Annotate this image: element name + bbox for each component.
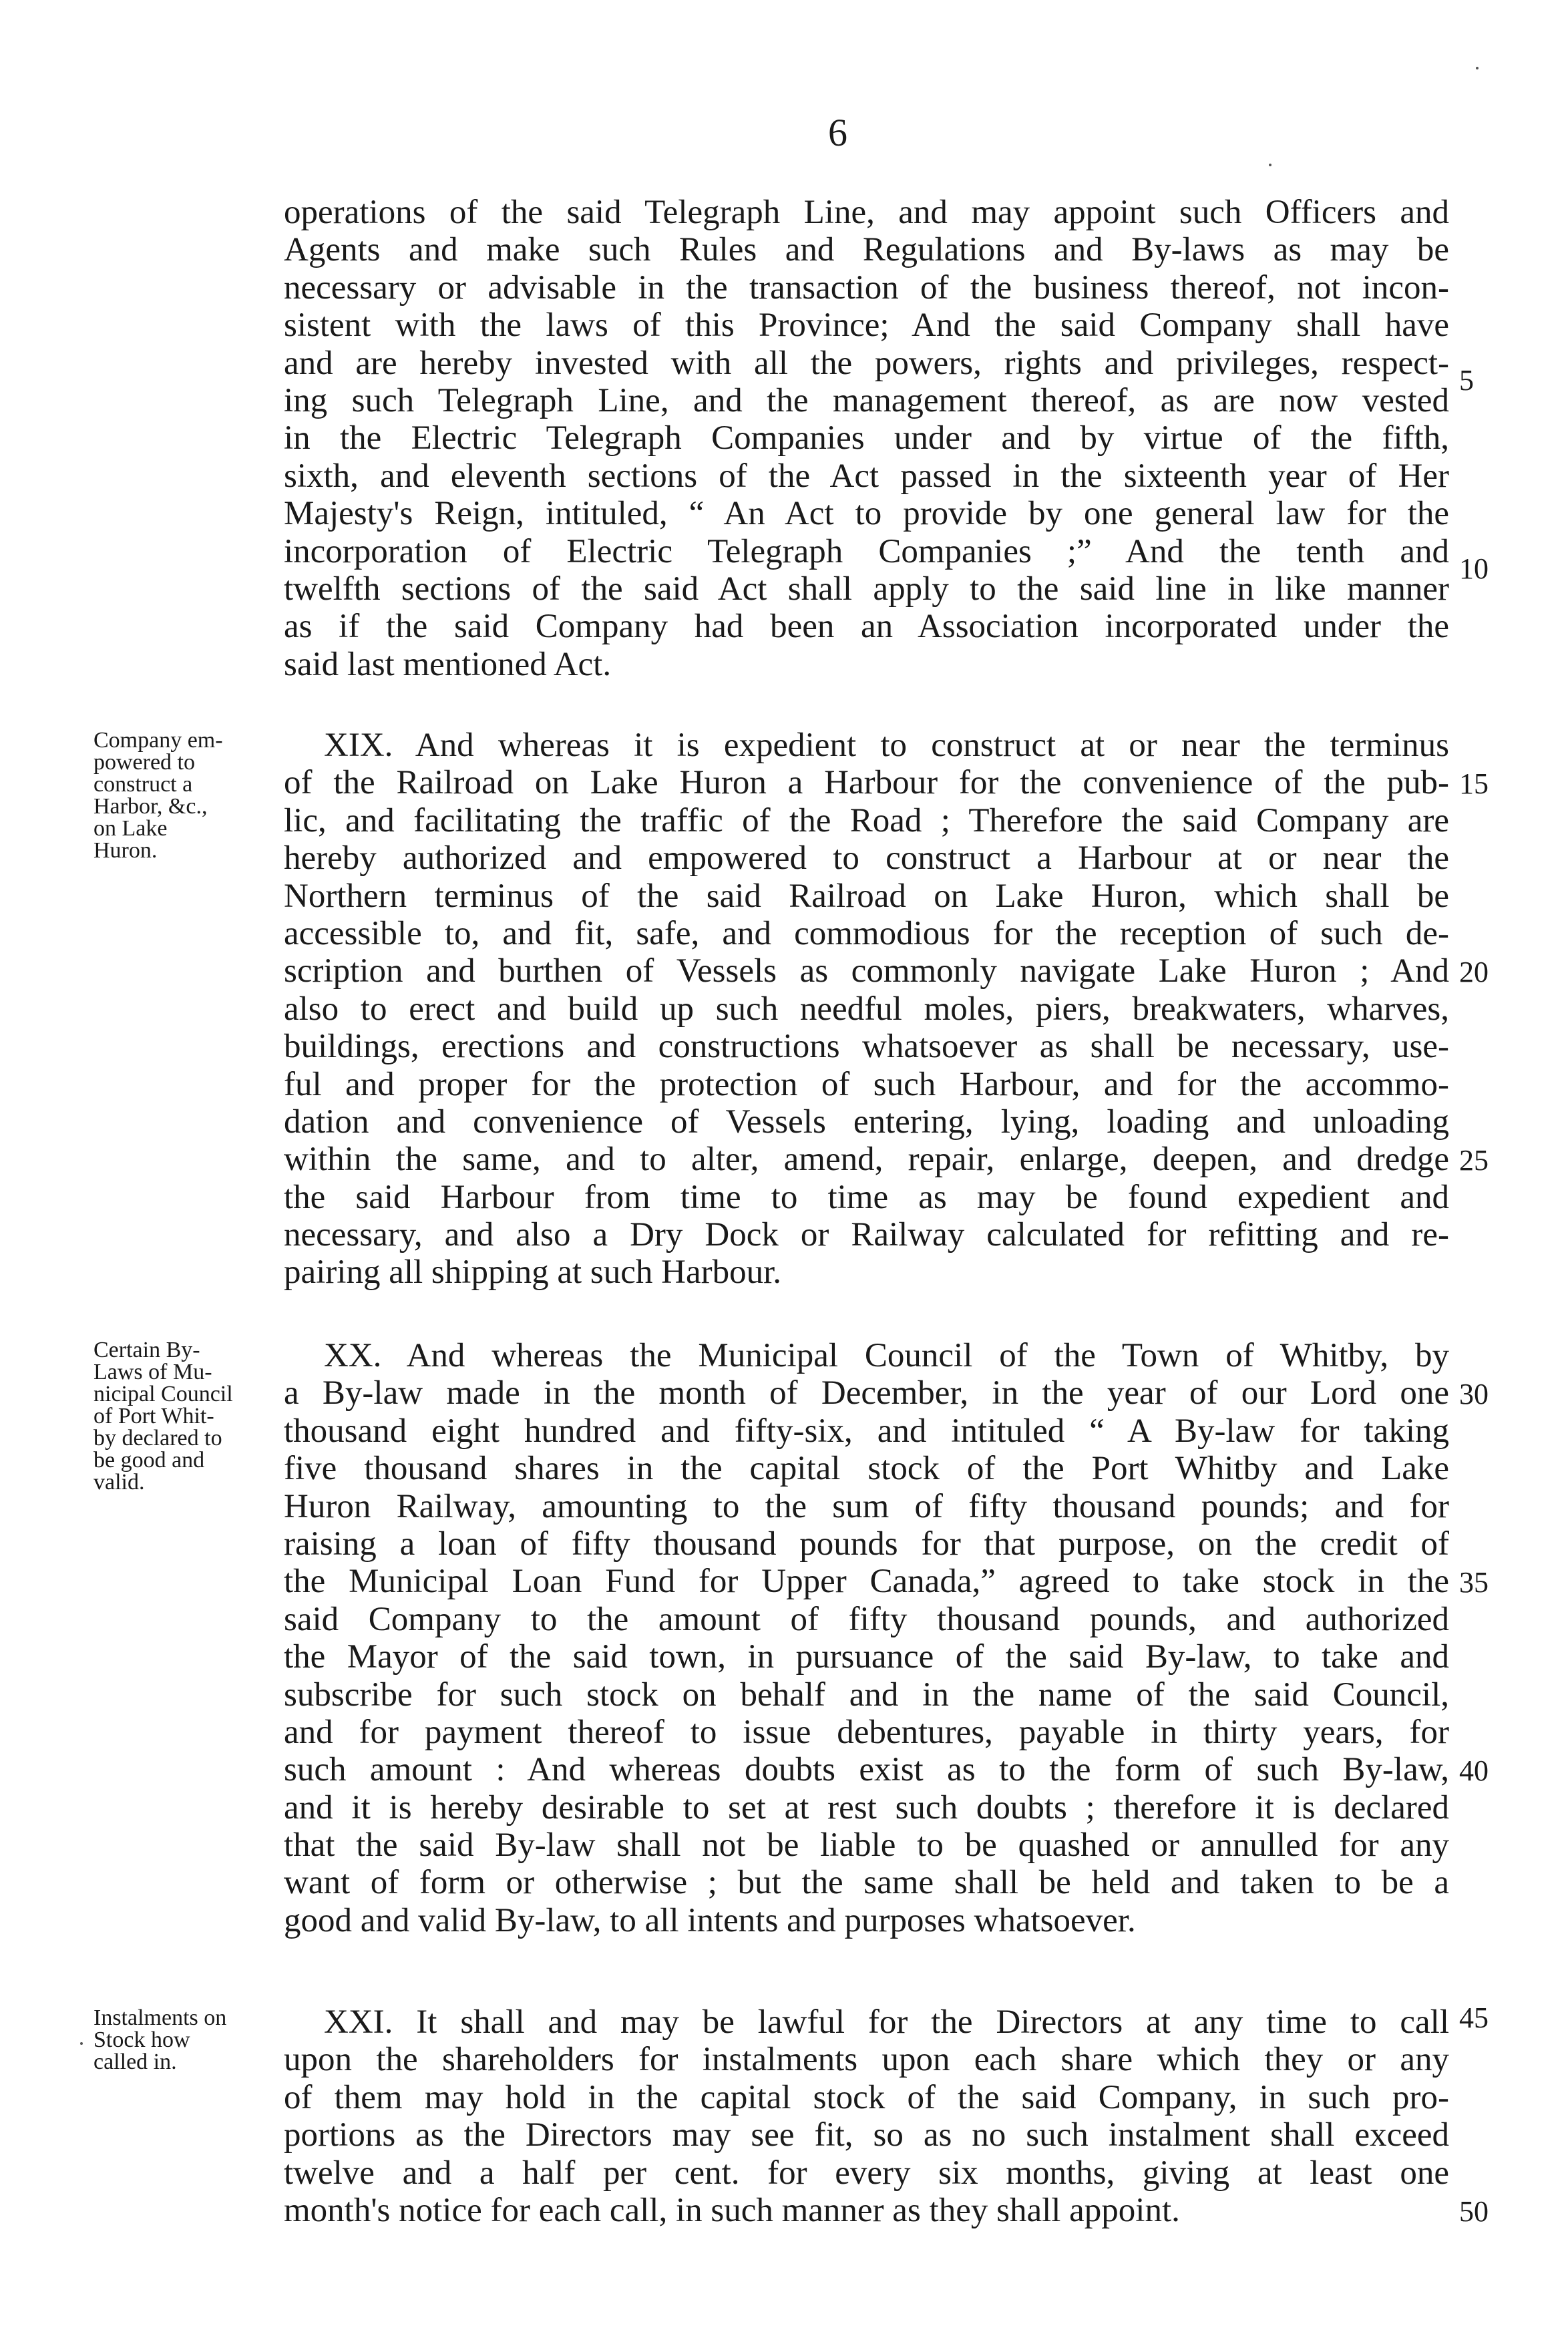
margin-note-line: nicipal Council: [93, 1382, 233, 1406]
text-line: such amount : And whereas doubts exist as to the form of such By-law,: [284, 1751, 1449, 1789]
text-line: pairing all shipping at such Harbour.: [284, 1253, 782, 1292]
text-line: hereby authorized and empowered to construct a Harbour at or near the: [284, 839, 1449, 878]
line-number: 50: [1459, 2195, 1489, 2228]
text-line: Agents and make such Rules and Regulations and By-laws as may be: [284, 231, 1449, 269]
text-line: lic, and facilitating the traffic of the Road ; Therefore the said Company are: [284, 801, 1449, 839]
text-line: twelfth sections of the said Act shall apply to the said line in like manner: [284, 570, 1449, 608]
text-line: accessible to, and fit, safe, and commodious for the reception of such de-: [284, 914, 1449, 952]
text-line: sistent with the laws of this Province; And the said Company shall have: [284, 307, 1449, 345]
text-line: XX. And whereas the Municipal Council of the Town of Whitby, by: [324, 1337, 1449, 1374]
margin-note-harbour: [93, 729, 280, 861]
margin-note-line: Harbor, &c.,: [93, 794, 208, 819]
margin-note-line: by declared to: [93, 1426, 222, 1450]
text-line: in the Electric Telegraph Companies under and by virtue of the fifth,: [284, 419, 1449, 457]
margin-note-instalments: [93, 2007, 280, 2073]
section-xix: [284, 727, 1449, 1292]
line-number: 25: [1459, 1144, 1489, 1177]
line-number: 40: [1459, 1754, 1489, 1787]
paragraph-continuation: [284, 194, 1449, 683]
text-line: Huron Railway, amounting to the sum of fifty thousand pounds; and for: [284, 1487, 1449, 1525]
scan-speck: [80, 2042, 83, 2045]
text-line: ful and proper for the protection of such Harbour, and for the accommo-: [284, 1065, 1449, 1103]
text-line: XIX. And whereas it is expedient to construct at or near the terminus: [324, 727, 1449, 764]
text-line: five thousand shares in the capital stock of the Port Whitby and Lake: [284, 1450, 1449, 1488]
text-line: also to erect and build up such needful moles, piers, breakwaters, wharves,: [284, 990, 1449, 1028]
text-line: month's notice for each call, in such manner as they shall appoint.: [284, 2191, 1180, 2229]
text-line: of the Railroad on Lake Huron a Harbour for the convenience of the pub-: [284, 764, 1449, 802]
text-line: necessary, and also a Dry Dock or Railway calculated for refitting and re-: [284, 1216, 1449, 1254]
line-number: 45: [1459, 2001, 1489, 2034]
text-line: raising a loan of fifty thousand pounds for that purpose, on the credit of: [284, 1525, 1449, 1563]
text-line: the said Harbour from time to time as may be found expedient and: [284, 1178, 1449, 1216]
text-line: said Company to the amount of fifty thousand pounds, and authorized: [284, 1600, 1449, 1638]
text-line: and it is hereby desirable to set at rest such doubts ; therefore it is declared: [284, 1788, 1449, 1826]
text-line: that the said By-law shall not be liable to be quashed or annulled for any: [284, 1826, 1449, 1865]
scan-speck: [1269, 164, 1271, 166]
text-line: Majesty's Reign, intituled, “ An Act to provide by one general law for the: [284, 495, 1449, 533]
text-line: sixth, and eleventh sections of the Act passed in the sixteenth year of Her: [284, 457, 1449, 495]
text-line: within the same, and to alter, amend, repair, enlarge, deepen, and dredge: [284, 1141, 1449, 1179]
text-line: good and valid By-law, to all intents and purposes whatsoever.: [284, 1901, 1136, 1939]
text-line: twelve and a half per cent. for every six months, giving at least one: [284, 2154, 1449, 2192]
margin-note-line: called in.: [93, 2050, 177, 2074]
section-xx: [284, 1337, 1449, 1939]
margin-note-line: Stock how: [93, 2027, 190, 2052]
text-line: dation and convenience of Vessels entering, lying, loading and unloading: [284, 1103, 1449, 1141]
scan-speck: [1476, 67, 1479, 69]
text-line: upon the shareholders for instalments upon each share which they or any: [284, 2041, 1449, 2079]
text-line: want of form or otherwise ; but the same shall be held and taken to be a: [284, 1864, 1449, 1902]
margin-note-line: Laws of Mu-: [93, 1360, 212, 1384]
text-line: the Mayor of the said town, in pursuance of the said By-law, to take and: [284, 1638, 1449, 1676]
text-line: scription and burthen of Vessels as commonly navigate Lake Huron ; And: [284, 952, 1449, 990]
margin-note-line: powered to: [93, 750, 196, 775]
line-number: 15: [1459, 767, 1489, 800]
line-number: 10: [1459, 552, 1489, 585]
text-line: incorporation of Electric Telegraph Companies ;” And the tenth and: [284, 532, 1449, 570]
text-line: the Municipal Loan Fund for Upper Canada,” agreed to take stock in the: [284, 1563, 1449, 1601]
text-line: buildings, erections and constructions whatsoever as shall be necessary, use-: [284, 1028, 1449, 1066]
margin-note-line: Instalments on: [93, 2005, 227, 2030]
text-line: portions as the Directors may see fit, so as no such instalment shall exceed: [284, 2116, 1449, 2154]
text-line: said last mentioned Act.: [284, 645, 612, 683]
text-line: and for payment thereof to issue debentures, payable in thirty years, for: [284, 1713, 1449, 1751]
line-number: 35: [1459, 1566, 1489, 1599]
text-line: of them may hold in the capital stock of the said Company, in such pro-: [284, 2078, 1449, 2116]
section-xxi: [284, 2003, 1449, 2229]
line-number: 30: [1459, 1378, 1489, 1410]
line-number: 20: [1459, 956, 1489, 988]
text-line: as if the said Company had been an Association incorporated under the: [284, 608, 1449, 646]
margin-note-line: Huron.: [93, 838, 158, 863]
text-line: subscribe for such stock on behalf and in the name of the said Council,: [284, 1676, 1449, 1714]
margin-note-line: be good and: [93, 1448, 205, 1473]
page-number: 6: [828, 111, 847, 154]
margin-note-line: of Port Whit-: [93, 1404, 214, 1428]
text-line: ing such Telegraph Line, and the management thereof, as are now vested: [284, 381, 1449, 419]
text-line: and are hereby invested with all the powers, rights and privileges, respect-: [284, 344, 1449, 382]
text-line: Northern terminus of the said Railroad on Lake Huron, which shall be: [284, 877, 1449, 915]
margin-note-line: Company em-: [93, 728, 223, 753]
margin-note-line: Certain By-: [93, 1338, 200, 1362]
text-line: thousand eight hundred and fifty-six, and intituled “ A By-law for taking: [284, 1412, 1449, 1450]
text-line: XXI. It shall and may be lawful for the Directors at any time to call: [324, 2003, 1449, 2041]
margin-note-line: construct a: [93, 772, 193, 797]
text-line: necessary or advisable in the transaction of the business thereof, not incon-: [284, 268, 1449, 307]
margin-note-line: valid.: [93, 1470, 145, 1495]
line-number: 5: [1459, 364, 1474, 397]
margin-note-bylaws: [93, 1339, 280, 1493]
text-line: a By-law made in the month of December, in the year of our Lord one: [284, 1374, 1449, 1412]
margin-note-line: on Lake: [93, 816, 168, 841]
text-line: operations of the said Telegraph Line, and may appoint such Officers and: [284, 194, 1449, 231]
